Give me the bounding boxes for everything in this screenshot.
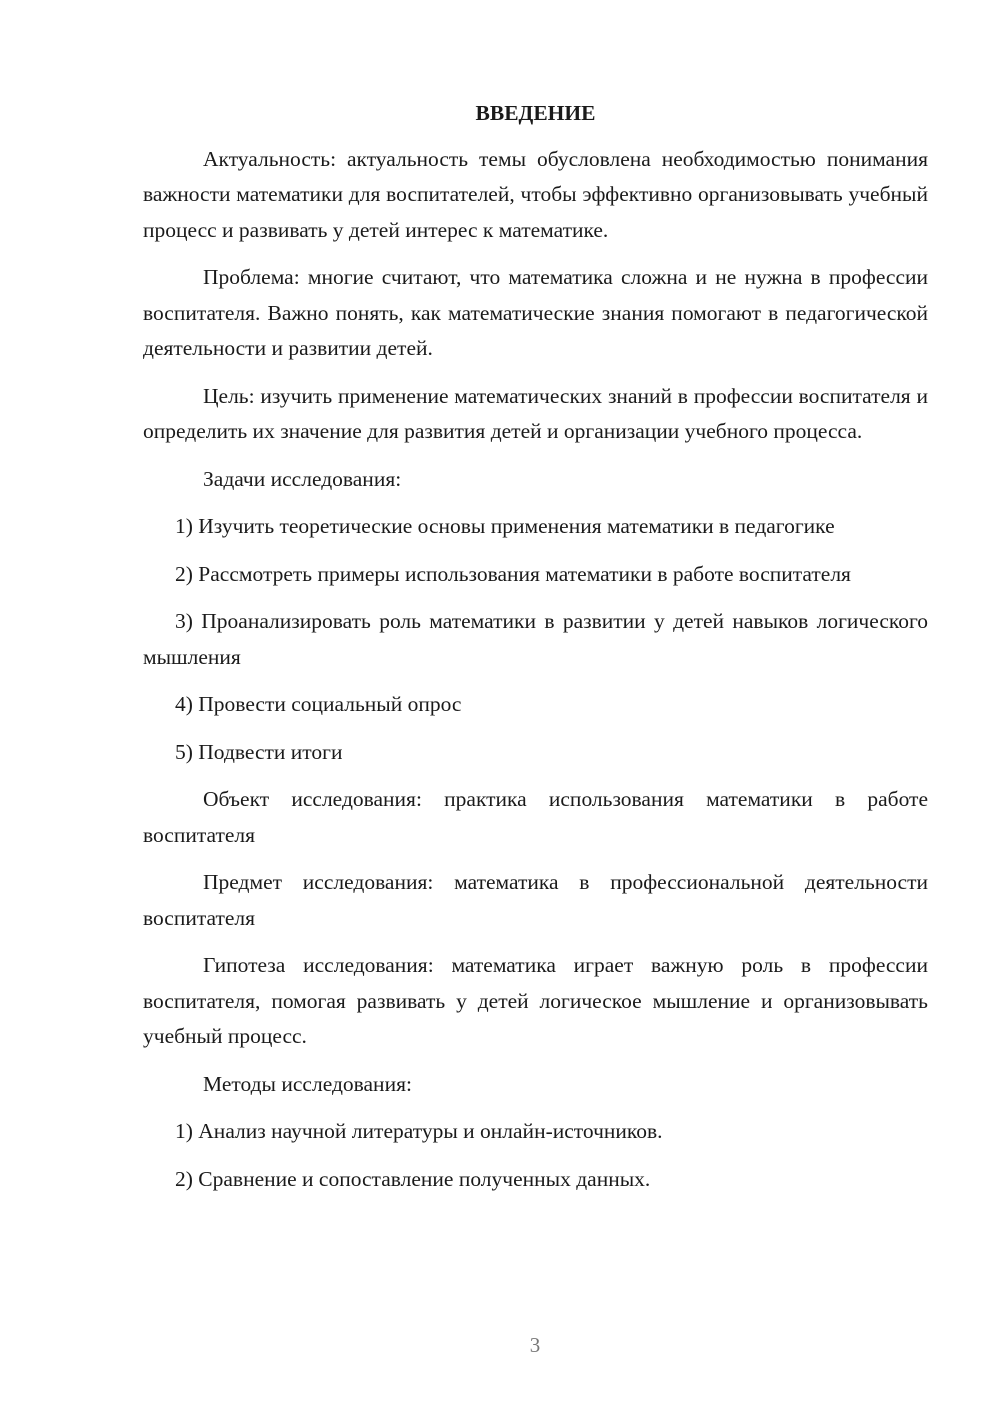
task-item: 1) Изучить теоретические основы применения математики в педагогике bbox=[175, 514, 835, 538]
page-content bbox=[143, 96, 928, 1209]
method-item: 1) Анализ научной литературы и онлайн-источников. bbox=[175, 1119, 663, 1143]
task-item: 5) Подвести итоги bbox=[175, 739, 343, 764]
tasks-label: Задачи исследования: bbox=[203, 466, 402, 491]
hypothesis-paragraph: Гипотеза исследования: математика играет важную роль в профессии воспитателя, помогая развивать у детей логическое мышление и организовывать учебный процесс. bbox=[143, 953, 928, 1048]
methods-label: Методы исследования: bbox=[203, 1071, 412, 1096]
object-paragraph: Объект исследования: практика использования математики в работе воспитателя bbox=[143, 787, 928, 847]
section-heading: ВВЕДЕНИЕ bbox=[475, 101, 596, 125]
task-item: 2) Рассмотреть примеры использования математики в работе воспитателя bbox=[175, 561, 851, 586]
task-item: 3) Проанализировать роль математики в развитии у детей навыков логического мышления bbox=[143, 609, 928, 669]
task-item: 4) Провести социальный опрос bbox=[175, 692, 462, 716]
subject-paragraph: Предмет исследования: математика в профессиональной деятельности воспитателя bbox=[143, 870, 928, 930]
method-item: 2) Сравнение и сопоставление полученных данных. bbox=[175, 1166, 651, 1191]
goal-paragraph: Цель: изучить применение математических знаний в профессии воспитателя и определить их значение для развития детей и организации учебного процесса. bbox=[143, 383, 928, 443]
problem-paragraph: Проблема: многие считают, что математика сложна и не нужна в профессии воспитателя. Важно понять, как математические знания помогают в педагогической деятельности и развитии детей. bbox=[143, 265, 928, 360]
relevance-paragraph: Актуальность: актуальность темы обусловлена необходимостью понимания важности математики для воспитателей, чтобы эффективно организовывать учебный процесс и развивать у детей интерес к математике. bbox=[143, 146, 928, 242]
page-number: 3 bbox=[529, 1333, 541, 1357]
